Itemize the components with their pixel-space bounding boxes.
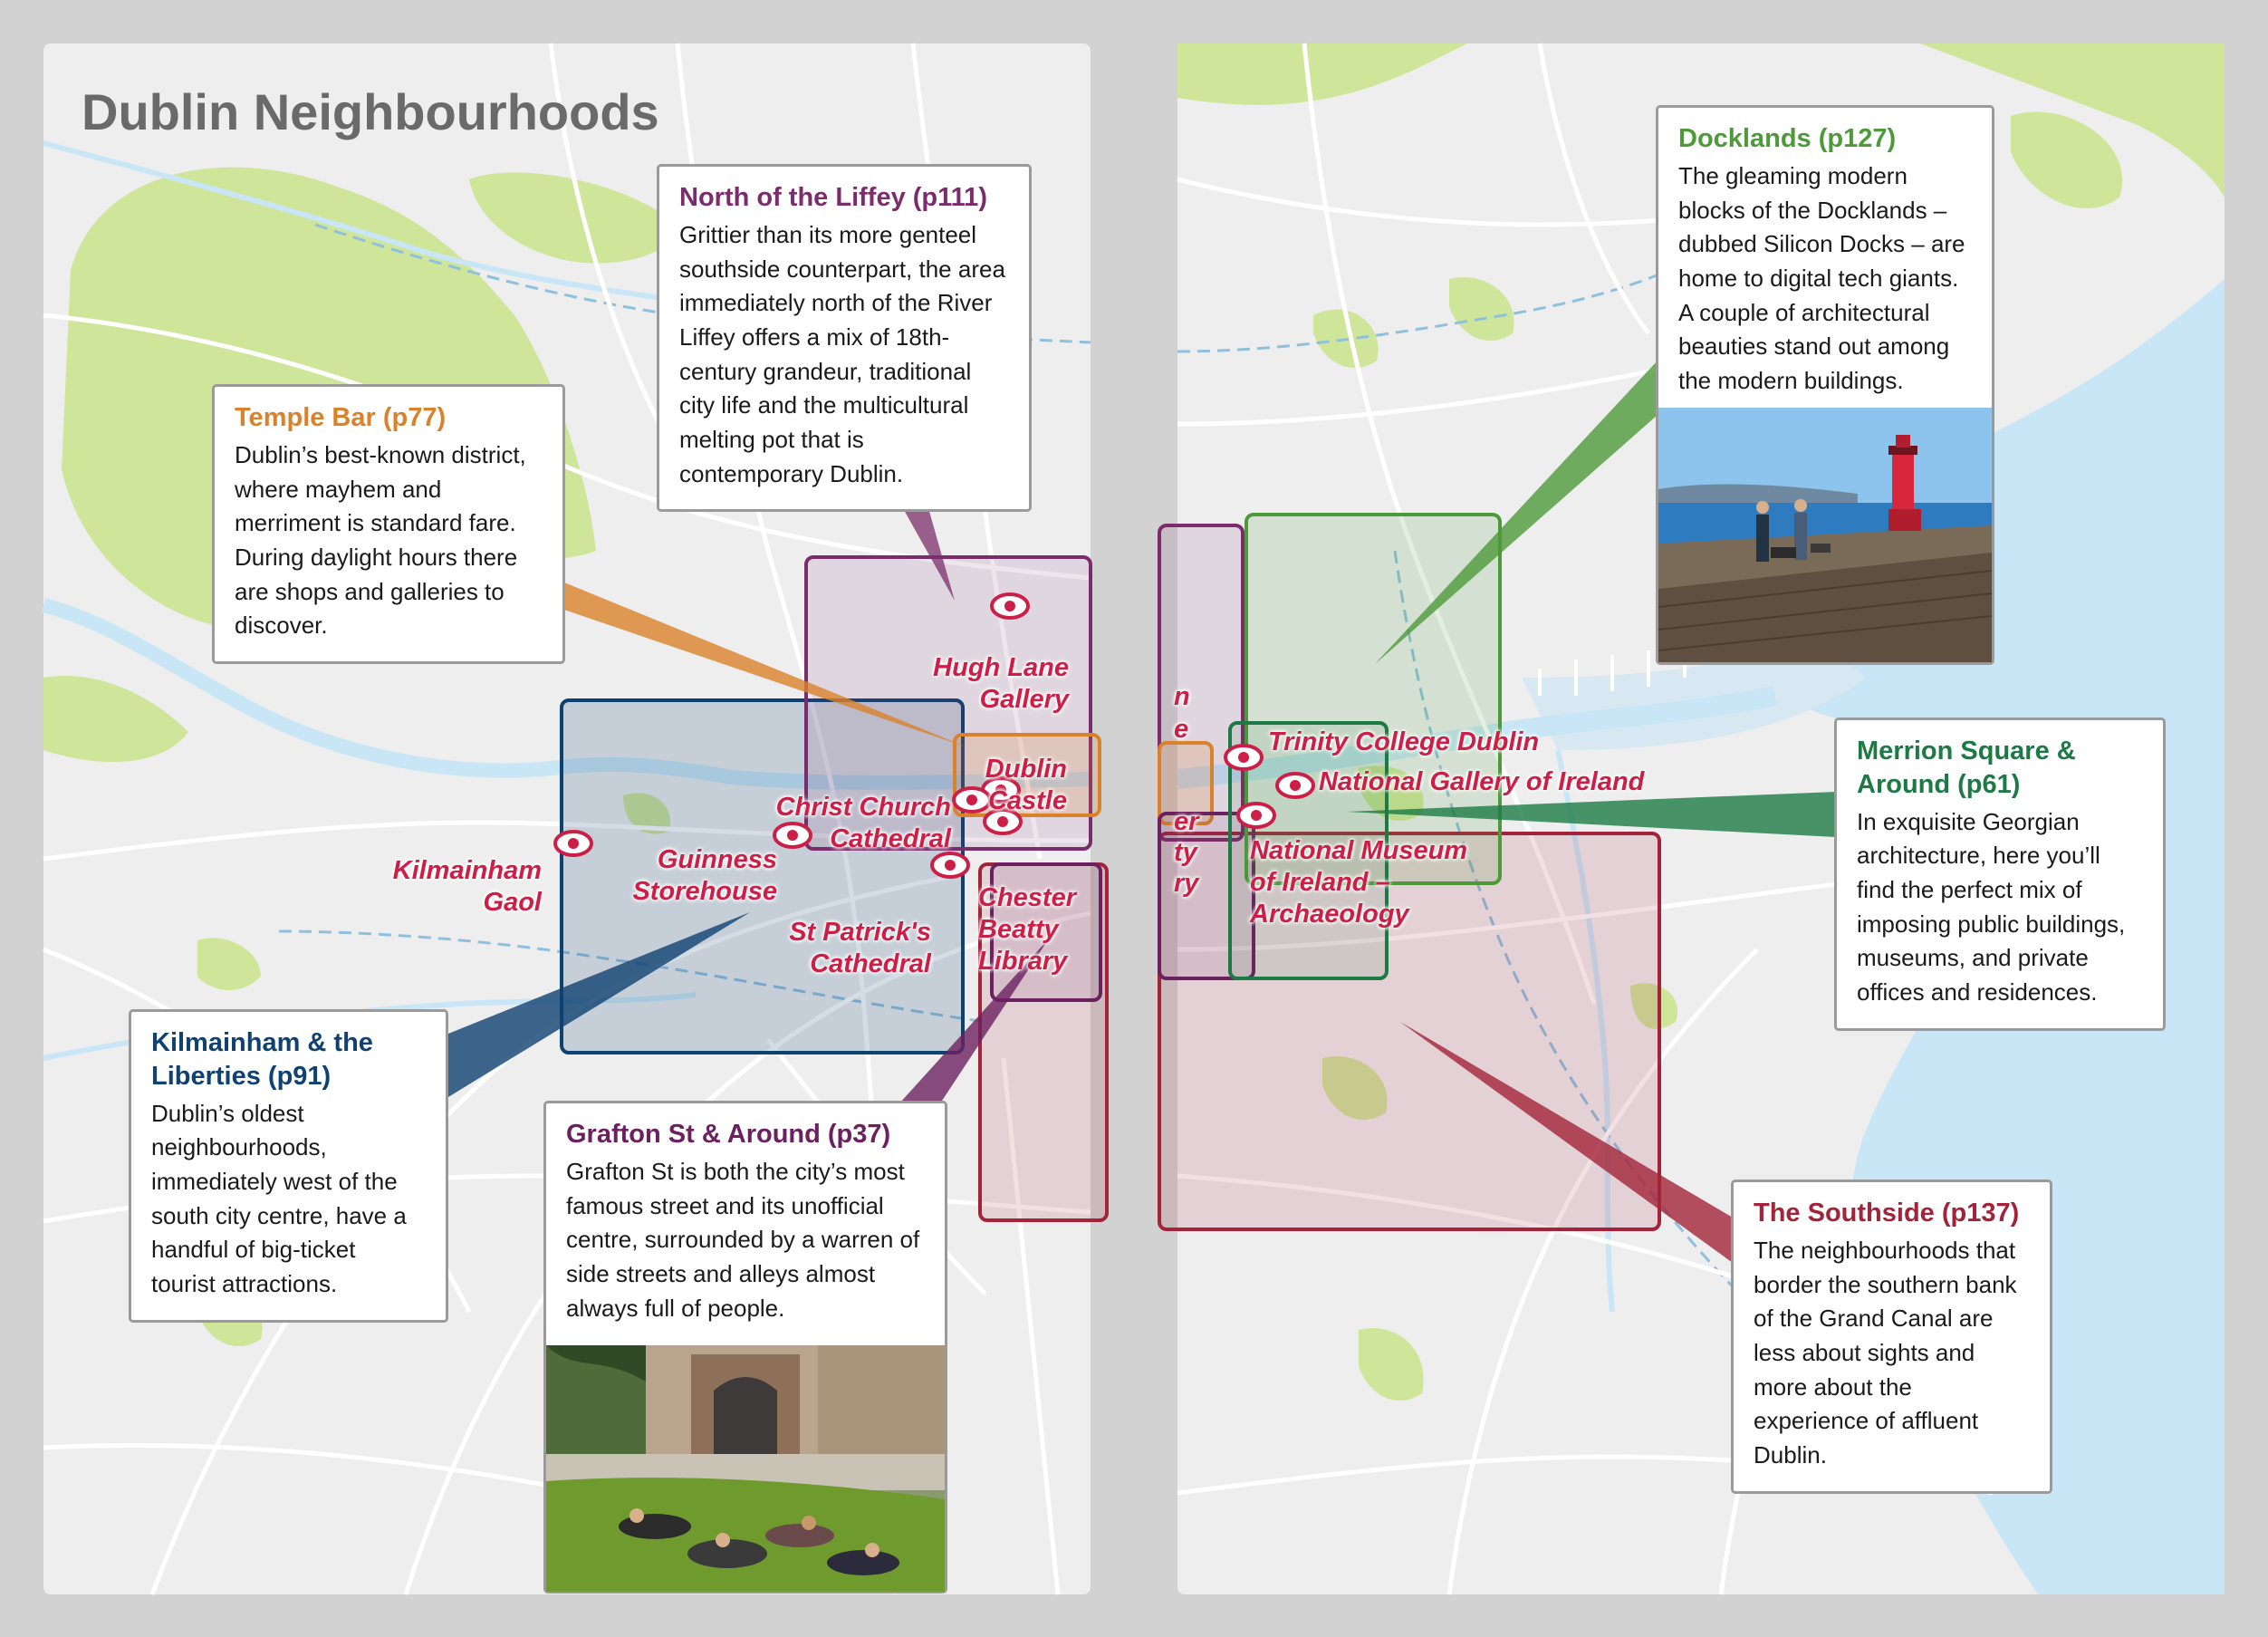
callout-text: Dublin’s oldest neighbourhoods, immediately west of the south city centre, have a handful of big-ticket tourist attractions. xyxy=(151,1099,407,1298)
callout-kilmainham-liberties xyxy=(129,1009,448,1323)
park-east-right xyxy=(1449,277,1514,341)
sight-label-st-patricks[interactable]: St Patrick's Cathedral xyxy=(789,918,931,978)
callout-text: The gleaming modern blocks of the Docklands – dubbed Silicon Docks – are home to digital tech giants. A couple of architectural beauties stand out among the modern buildings. xyxy=(1678,161,1965,394)
callout-text: The neighbourhoods that border the southern bank of the Grand Canal are less about sights and more about the experience of affluent Dublin. xyxy=(1754,1236,2017,1468)
sight-label-chester-beatty[interactable]: Chester Beatty Library xyxy=(978,883,1076,976)
sight-label-fragment: ty xyxy=(1174,838,1197,867)
sight-label-fragment: er xyxy=(1174,807,1199,836)
pointer-docklands xyxy=(1375,361,1658,664)
sight-label-christ-church[interactable]: Christ Church Cathedral xyxy=(775,793,951,853)
park-north-right xyxy=(1177,43,1467,105)
grafton-st-photo xyxy=(546,1345,945,1592)
eye-icon xyxy=(989,591,1031,621)
callout-title[interactable]: Docklands (p127) xyxy=(1678,124,1897,153)
callout-title[interactable]: Temple Bar (p77) xyxy=(235,403,447,432)
park-ne xyxy=(2011,112,2122,208)
park-south-right xyxy=(1359,1328,1424,1401)
eye-icon xyxy=(1235,800,1277,831)
page-title: Dublin Neighbourhoods xyxy=(82,83,659,140)
callout-southside xyxy=(1731,1180,2052,1494)
park-north xyxy=(469,172,678,263)
sight-label-dublin-castle[interactable]: Dublin Castle xyxy=(985,755,1067,815)
sight-label-guinness[interactable]: Guinness Storehouse xyxy=(632,845,777,906)
docklands-photo xyxy=(1658,408,1992,662)
callout-text: Grittier than its more genteel southside counterpart, the area immediately north of the River Liffey offers a mix of 18th-century grandeur, traditional city life and the multicultural melting pot that is contemporary Dublin. xyxy=(679,220,1005,487)
callout-title[interactable]: North of the Liffey (p111) xyxy=(679,183,987,212)
callout-temple-bar xyxy=(212,384,565,664)
sight-label-national-gallery[interactable]: National Gallery of Ireland xyxy=(1319,767,1645,796)
left-page xyxy=(43,43,1091,1594)
callout-merrion-square xyxy=(1834,717,2166,1031)
eye-icon xyxy=(553,828,594,859)
eye-icon xyxy=(1274,770,1316,801)
callout-title[interactable]: Kilmainham & the Liberties (p91) xyxy=(151,1028,373,1091)
sight-label-kilmainham-gaol[interactable]: Kilmainham Gaol xyxy=(392,856,542,917)
sight-label-fragment: n xyxy=(1174,682,1190,711)
sight-label-national-museum[interactable]: National Museum of Ireland – Archaeology xyxy=(1250,836,1468,929)
park-war-memorial xyxy=(43,676,188,762)
callout-text: Dublin’s best-known district, where mayhem and merriment is standard fare. During daylight hours there are shops and galleries to discover. xyxy=(235,440,526,640)
eye-icon xyxy=(1223,742,1264,773)
callout-title[interactable]: Merrion Square & Around (p61) xyxy=(1857,737,2076,799)
sight-label-fragment: ry xyxy=(1174,869,1199,898)
callout-text: In exquisite Georgian architecture, here you’ll find the perfect mix of imposing public buildings, museums, and private offices and residences. xyxy=(1857,807,2126,1006)
callout-title[interactable]: Grafton St & Around (p37) xyxy=(566,1120,891,1149)
park-west xyxy=(197,938,261,990)
sight-label-fragment: e xyxy=(1174,715,1189,744)
callout-title[interactable]: The Southside (p137) xyxy=(1754,1199,2020,1228)
sight-label-trinity[interactable]: Trinity College Dublin xyxy=(1268,727,1540,756)
callout-text: Grafton St is both the city’s most famous street and its unofficial centre, surrounded by a warren of side streets and alleys almost always full of people. xyxy=(566,1157,920,1322)
sight-label-hugh-lane[interactable]: Hugh Lane Gallery xyxy=(933,653,1069,714)
right-page xyxy=(1174,43,2225,1594)
callout-north-of-the-liffey xyxy=(657,164,1032,512)
